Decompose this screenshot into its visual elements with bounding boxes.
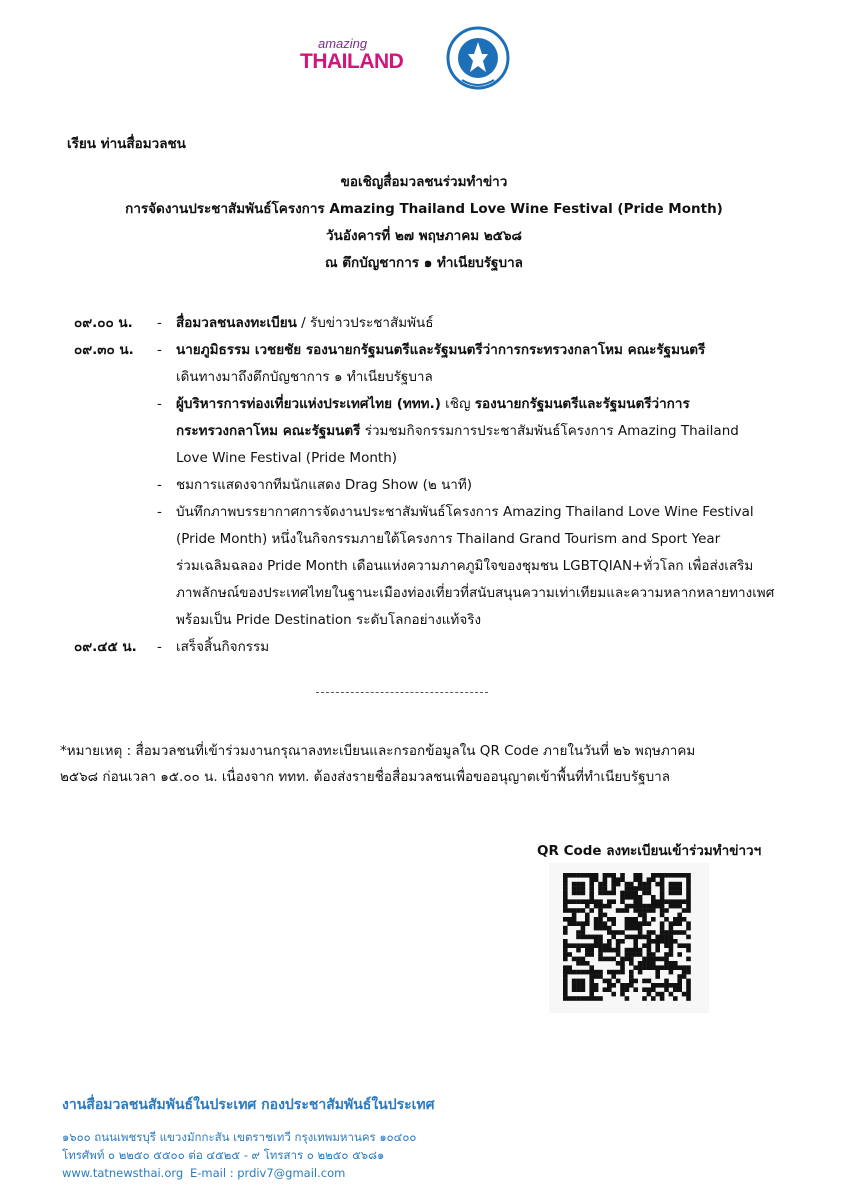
schedule-item-photo-line-1: บันทึกภาพบรรยากาศการจัดงานประชาสัมพันธ์โครงการ Amazing Thailand Love Wine Festival [176, 504, 754, 520]
tat-logo [444, 24, 512, 96]
bullet-dash: - [157, 477, 162, 493]
header-logos [0, 16, 848, 106]
footer-phone: โทรศัพท์ ๐ ๒๒๕๐ ๕๕๐๐ ต่อ ๔๕๒๕ - ๙ โทรสาร ๐ ๒๒๕๐ ๕๖๘๑ [62, 1148, 385, 1162]
footer-web-link[interactable]: www.tatnewsthai.org [62, 1166, 184, 1180]
invite-bold-1: ผู้บริหารการท่องเที่ยวแห่งประเทศไทย (ททท.) [176, 396, 441, 412]
schedule-item-arrival-line-1: นายภูมิธรรม เวชยชัย รองนายกรัฐมนตรีและรัฐมนตรีว่าการกระทรวงกลาโหม คณะรัฐมนตรี [176, 342, 706, 358]
heading-line-4: ณ ตึกบัญชาการ ๑ ทำเนียบรัฐบาล [325, 255, 523, 271]
schedule-item-invite-line-3: Love Wine Festival (Pride Month) [176, 450, 398, 466]
schedule-time-0900: ๐๙.๐๐ น. [74, 315, 133, 331]
footer-title: งานสื่อมวลชนสัมพันธ์ในประเทศ กองประชาสัมพันธ์ในประเทศ [62, 1097, 435, 1113]
schedule-time-0945: ๐๙.๔๕ น. [74, 639, 137, 655]
qr-code[interactable] [549, 863, 709, 1013]
separator-line [316, 692, 488, 693]
bullet-dash: - [157, 342, 162, 358]
schedule-item-photo-line-2: (Pride Month) หนึ่งในกิจกรรมภายใต้โครงการ Thailand Grand Tourism and Sport Year [176, 531, 721, 547]
heading-line-2: การจัดงานประชาสัมพันธ์โครงการ Amazing Thailand Love Wine Festival (Pride Month) [125, 201, 723, 217]
heading-line-3: วันอังคารที่ ๒๗ พฤษภาคม ๒๕๖๘ [326, 228, 522, 244]
amazing-thailand-logo [298, 32, 408, 82]
schedule-item-drag-show: ชมการแสดงจากทีมนักแสดง Drag Show (๒ นาที) [176, 477, 473, 493]
invite-mid: เชิญ [440, 396, 475, 412]
registration-rest: / รับข่าวประชาสัมพันธ์ [296, 315, 434, 331]
schedule-item-arrival-line-2: เดินทางมาถึงตึกบัญชาการ ๑ ทำเนียบรัฐบาล [176, 369, 433, 385]
footer-address: ๑๖๐๐ ถนนเพชรบุรี แขวงมักกะสัน เขตราชเทวี กรุงเทพมหานคร ๑๐๔๐๐ [62, 1130, 417, 1144]
schedule-item-invite-line-1 [176, 394, 690, 414]
heading-line-1: ขอเชิญสื่อมวลชนร่วมทำข่าว [340, 174, 508, 190]
footer-email[interactable]: E-mail : prdiv7@gmail.com [190, 1166, 346, 1180]
bullet-dash: - [157, 315, 162, 331]
schedule-item-photo-line-3: ร่วมเฉลิมฉลอง Pride Month เดือนแห่งความภาคภูมิใจของชุมชน LGBTQIAN+ทั่วโลก เพื่อส่งเสริม [176, 558, 754, 574]
qr-code-image [549, 863, 709, 1013]
invite-rest: ร่วมชมกิจกรรมการประชาสัมพันธ์โครงการ Amazing Thailand [360, 423, 739, 439]
schedule-item-registration [176, 313, 434, 333]
schedule-item-photo-line-5: พร้อมเป็น Pride Destination ระดับโลกอย่างแท้จริง [176, 612, 482, 628]
schedule-item-invite-line-2 [176, 421, 739, 441]
registration-bold: สื่อมวลชนลงทะเบียน [176, 315, 297, 331]
logo-amazing-word: amazing [318, 36, 368, 51]
salutation: เรียน ท่านสื่อมวลชน [67, 136, 186, 152]
note-line-1: *หมายเหตุ : สื่อมวลชนที่เข้าร่วมงานกรุณาลงทะเบียนและกรอกข้อมูลใน QR Code ภายในวันที่ ๒๖ พฤษภาคม [60, 743, 696, 759]
logo-thailand-word: THAILAND [300, 50, 404, 73]
bullet-dash: - [157, 396, 162, 412]
invite-bold-3: กระทรวงกลาโหม คณะรัฐมนตรี [176, 423, 361, 439]
qr-label: QR Code ลงทะเบียนเข้าร่วมทำข่าวฯ [537, 843, 762, 859]
bullet-dash: - [157, 639, 162, 655]
schedule-item-photo-line-4: ภาพลักษณ์ของประเทศไทยในฐานะเมืองท่องเที่ยวที่สนับสนุนความเท่าเทียมและความหลากหลายทางเพศ [176, 585, 775, 601]
schedule-item-end: เสร็จสิ้นกิจกรรม [176, 639, 270, 655]
bullet-dash: - [157, 504, 162, 520]
schedule-time-0930: ๐๙.๓๐ น. [74, 342, 134, 358]
note-line-2: ๒๕๖๘ ก่อนเวลา ๑๕.๐๐ น. เนื่องจาก ททท. ต้องส่งรายชื่อสื่อมวลชนเพื่อขออนุญาตเข้าพื้นที่ทำเนียบรัฐบาล [60, 769, 670, 785]
invite-bold-2: รองนายกรัฐมนตรีและรัฐมนตรีว่าการ [474, 396, 690, 412]
